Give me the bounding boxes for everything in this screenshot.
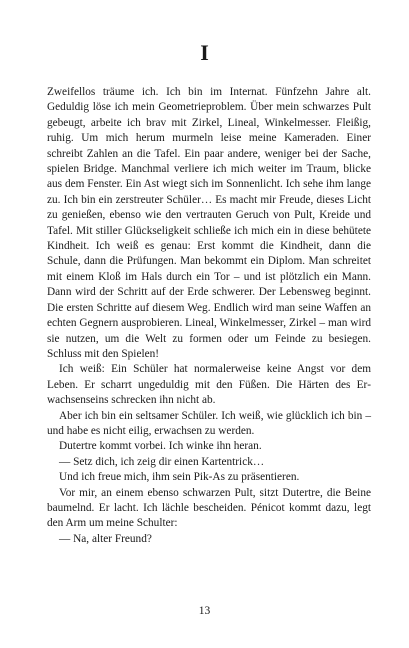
paragraph: Dutertre kommt vorbei. Ich winke ihn heran. bbox=[59, 440, 262, 453]
paragraph: Aber ich bin ein seltsamer Schüler. Ich weiß, wie glücklich ich bin – und habe es nicht eilig, erwachsen zu werden. bbox=[47, 409, 371, 437]
body-text bbox=[47, 85, 371, 547]
dialogue-line: — Na, alter Freund? bbox=[59, 532, 152, 545]
page-number: 13 bbox=[198, 605, 211, 617]
paragraph: Zweifellos träume ich. Ich bin im Internat. Fünfzehn Jahre alt. Geduldig löse ich mein Geometrieproblem. Über mein schwarzes Pult gebeugt, arbeite ich brav mit Zirkel, Lineal, Winkelmesser. Fleißig, ruhig. Um mich herum murmeln leise meine Kameraden. Einer schreibt Zahlen an die Tafel. Ein paar andere, weniger bei der Sache, spielen Bridge. Manchmal verliere ich mich weiter im Traum, blicke aus dem Fenster. Ein Ast wiegt sich im Sonnenlicht. Ich sehe ihm lange zu. Ich bin ein zerstreuter Schüler… Es macht mir Freude, dieses Licht zu genießen, ebenso wie den vertrauten Geruch von Pult, Kreide und Tafel. Mit stiller Glückseligkeit schließe ich mich ein in diese behütete Kindheit. Ich weiß es genau: Erst kommt die Kindheit, dann die Schule, dann die Prüfungen. Man bekommt ein Diplom. Man schreitet mit einem Kloß im Hals durch ein Tor – und ist plötzlich ein Mann. Dann wird der Schritt auf der Erde schwerer. Der Lebensweg beginnt. Die ersten Schritte auf diesem Weg. Endlich wird man seine Waffen an echten Gegnern ausprobieren. Lineal, Winkelmesser, Zirkel – man wird sie nutzen, um die Welt zu formen oder um Feinde zu besiegen. Schluss mit den Spielen! bbox=[47, 86, 371, 360]
dialogue-line: — Setz dich, ich zeig dir einen Kartentrick… bbox=[59, 455, 265, 468]
chapter-heading: I bbox=[200, 40, 209, 65]
paragraph: Und ich freue mich, ihm sein Pik-As zu präsentieren. bbox=[59, 471, 300, 484]
paragraph: Vor mir, an einem ebenso schwarzen Pult, sitzt Dutertre, die Beine baumelnd. Er lacht. Ich lächle bescheiden. Pénicot kommt dazu, legt den Arm um meine Schulter: bbox=[47, 486, 371, 530]
paragraph: Ich weiß: Ein Schüler hat normalerweise keine Angst vor dem Leben. Er scharrt ungeduldig mit den Füßen. Die Härten des Erwachsenseins schrecken ihn nicht ab. bbox=[47, 363, 371, 407]
